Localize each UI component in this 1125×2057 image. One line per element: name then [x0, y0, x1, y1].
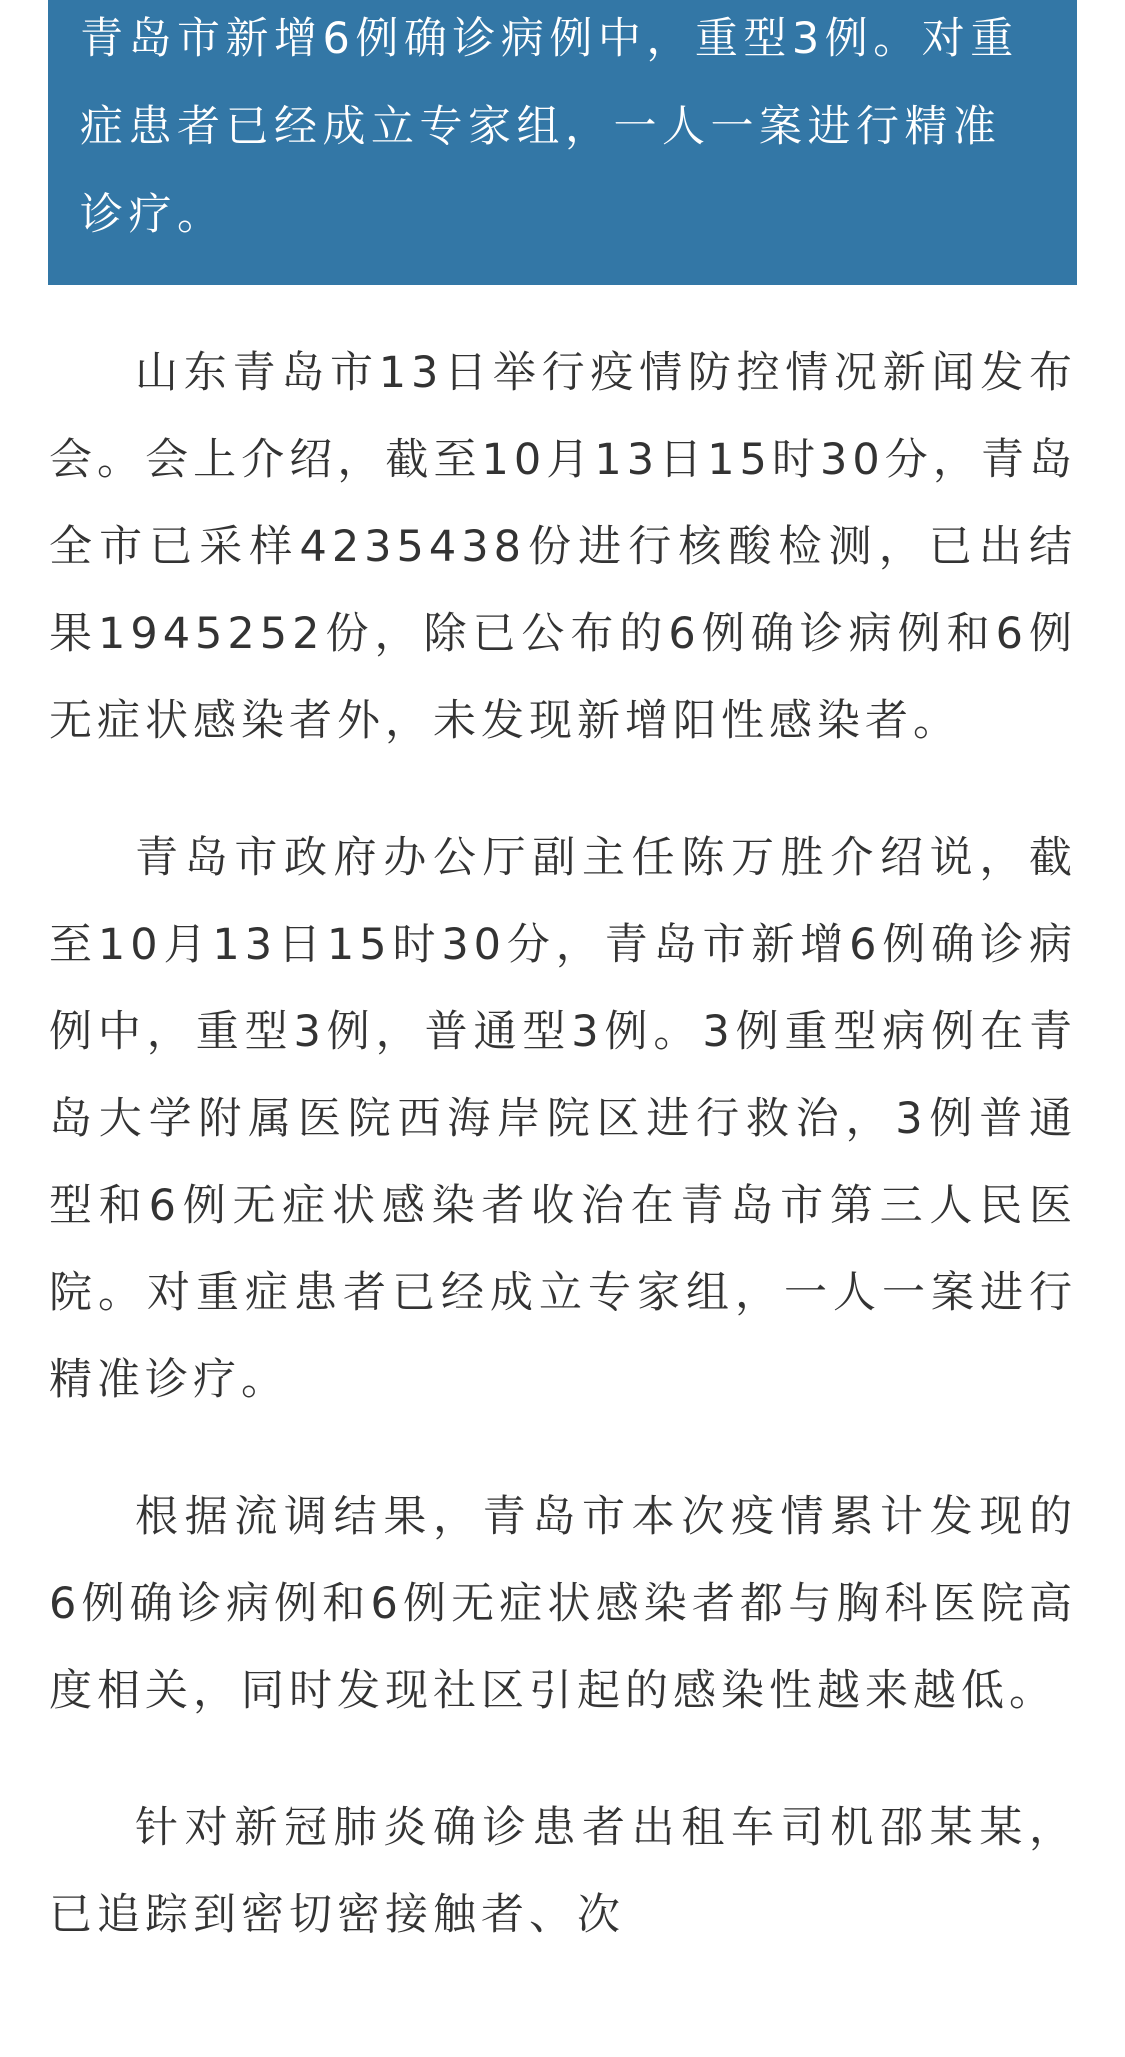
- article-paragraph-4: 针对新冠肺炎确诊患者出租车司机邵某某，已追踪到密切密接触者、次: [49, 1803, 1077, 1940]
- article-paragraph-3: 根据流调结果，青岛市本次疫情累计发现的6例确诊病例和6例无症状感染者都与胸科医院高度相关，同时发现社区引起的感染性越来越低。: [49, 1492, 1077, 1716]
- summary-text: 青岛市新增6例确诊病例中，重型3例。对重症患者已经成立专家组，一人一案进行精准诊疗。: [80, 14, 1019, 240]
- article-body: [49, 330, 1077, 2009]
- summary-box: [48, 0, 1077, 285]
- article-paragraph-1: 山东青岛市13日举行疫情防控情况新闻发布会。会上介绍，截至10月13日15时30分，青岛全市已采样4235438份进行核酸检测，已出结果1945252份，除已公布的6例确诊病例和6例无症状感染者外，未发现新增阳性感染者。: [49, 348, 1077, 746]
- article-paragraph-2: 青岛市政府办公厅副主任陈万胜介绍说，截至10月13日15时30分，青岛市新增6例确诊病例中，重型3例，普通型3例。3例重型病例在青岛大学附属医院西海岸院区进行救治，3例普通型和6例无症状感染者收治在青岛市第三人民医院。对重症患者已经成立专家组，一人一案进行精准诊疗。: [49, 833, 1077, 1405]
